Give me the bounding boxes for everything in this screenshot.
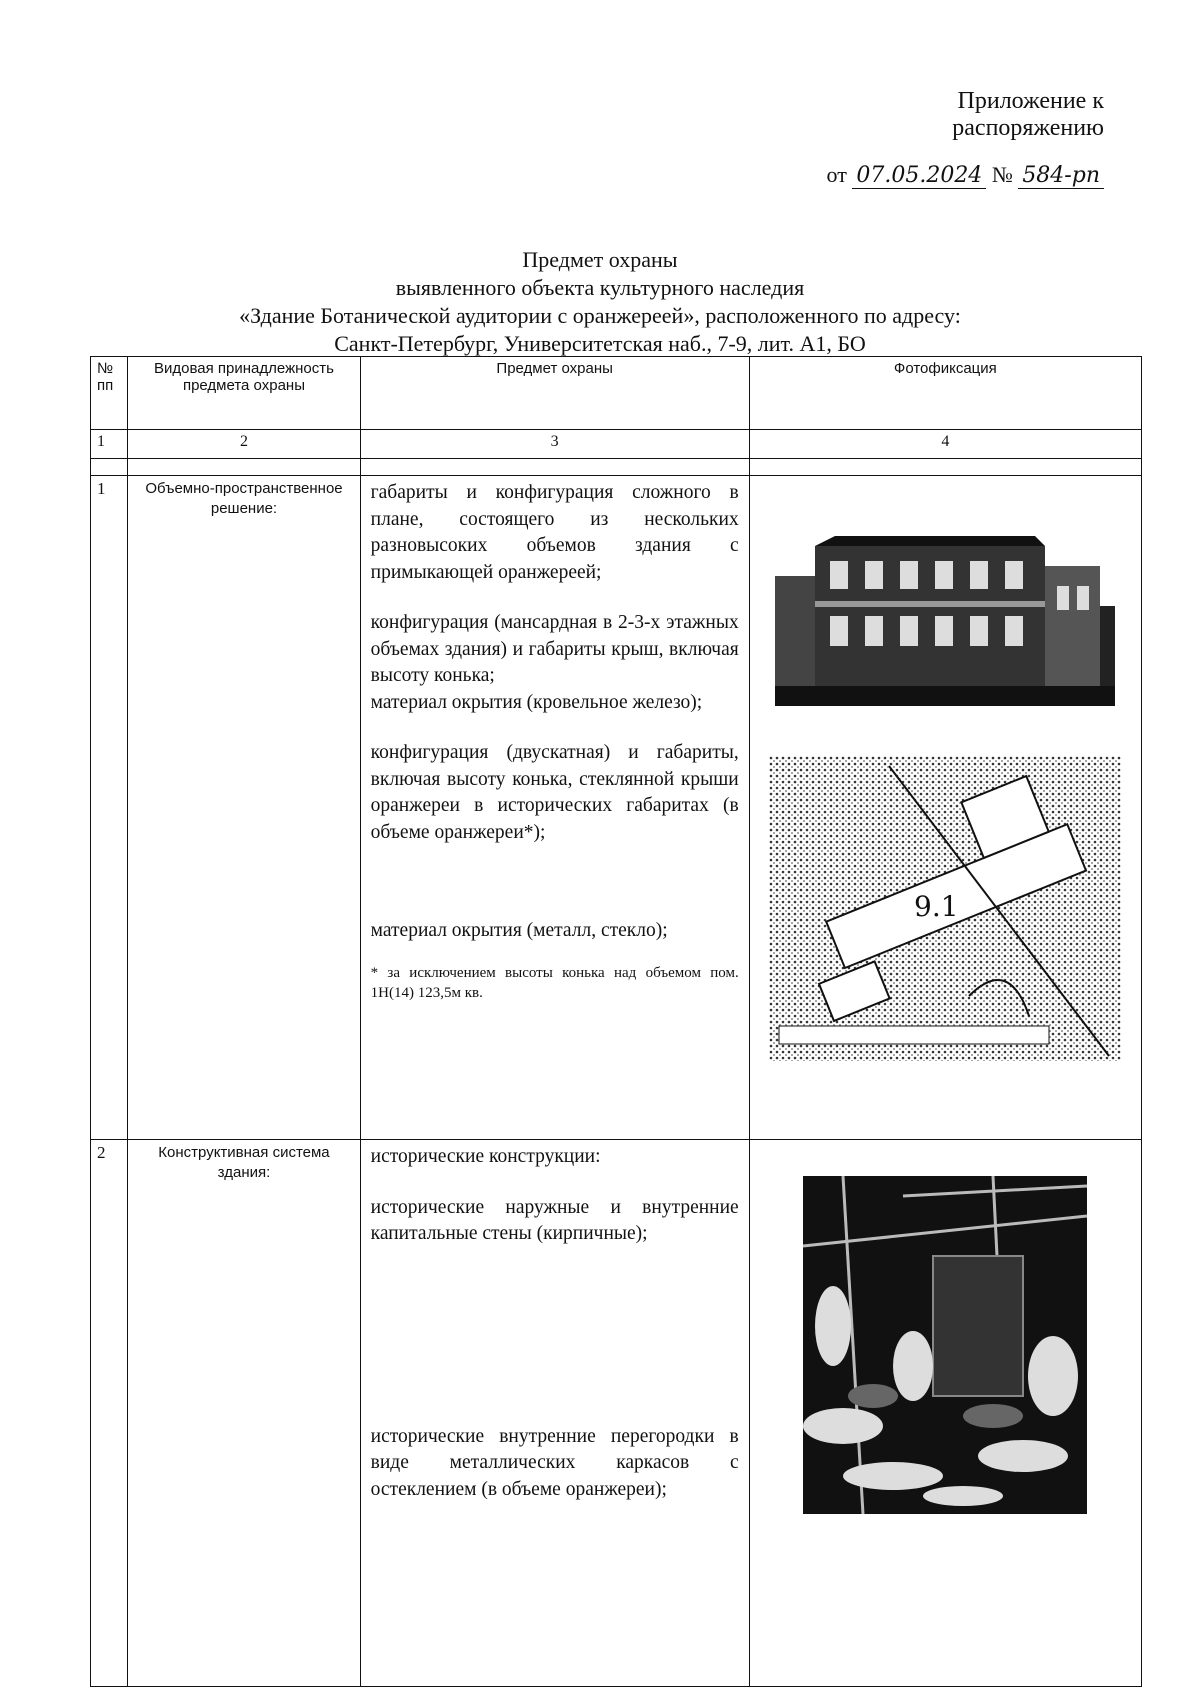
subject-footnote: * за исключением высоты конька над объемом пом. 1Н(14) 123,5м кв. — [370, 964, 739, 1001]
column-number: 1 — [91, 430, 128, 459]
handwritten-date: 07.05.2024 — [852, 163, 986, 189]
column-number: 3 — [360, 430, 749, 459]
table-header-row — [91, 357, 1142, 430]
row-subject — [360, 476, 749, 1140]
header-num: № пп — [91, 357, 128, 430]
building-photo — [775, 506, 1115, 706]
row-number: 2 — [91, 1140, 128, 1687]
column-number: 4 — [749, 430, 1141, 459]
row-photos — [749, 1140, 1141, 1687]
row-number: 1 — [91, 476, 128, 1140]
subject-item: конфигурация (двускатная) и габариты, включая высоту конька, стеклянной крыши оранжереи в исторических габаритах (в объеме оранжереи*); — [370, 742, 739, 843]
title-line-2: выявленного объекта культурного наследия — [395, 275, 805, 300]
protection-table — [90, 356, 1142, 1687]
subject-item: исторические наружные и внутренние капитальные стены (кирпичные); — [370, 1196, 739, 1244]
appendix-header — [804, 88, 1104, 188]
column-number-row — [91, 430, 1142, 459]
table-row — [91, 476, 1142, 1140]
map-label: 9.1 — [914, 890, 959, 923]
title-line-3: «Здание Ботанической аудитории с оранжереей», расположенного по адресу: — [239, 303, 961, 328]
document-title — [0, 246, 1200, 358]
header-photo: Фотофиксация — [749, 357, 1141, 430]
subject-item: исторические внутренние перегородки в виде металлических каркасов с остеклением (в объеме оранжереи); — [370, 1425, 739, 1500]
subject-item: материал окрытия (кровельное железо); — [370, 691, 703, 713]
site-plan-map — [769, 756, 1121, 1061]
row-subject — [360, 1140, 749, 1687]
row-kind: Объемно-пространственное решение: — [128, 476, 360, 1140]
header-kind: Видовая принадлежность предмета охраны — [128, 357, 360, 430]
column-number: 2 — [128, 430, 360, 459]
appendix-date-number — [804, 162, 1104, 188]
row-kind: Конструктивная система здания: — [128, 1140, 360, 1687]
greenhouse-interior-photo — [803, 1176, 1087, 1514]
header-subject: Предмет охраны — [360, 357, 749, 430]
subject-item: конфигурация (мансардная в 2-3-х этажных объемах здания) и габариты крыш, включая высоту конька; — [370, 612, 739, 686]
appendix-title: Приложение к распоряжению — [952, 88, 1104, 141]
subject-item: материал окрытия (металл, стекло); — [370, 920, 668, 941]
row-separator — [91, 459, 1142, 476]
title-line-4: Санкт-Петербург, Университетская наб., 7-9, лит. А1, БО — [334, 331, 866, 356]
subject-item: габариты и конфигурация сложного в плане, состоящего из нескольких разновысоких объемов здания с примыкающей оранжереей; — [370, 482, 739, 583]
number-prefix: № — [991, 162, 1013, 187]
title-line-1: Предмет охраны — [522, 247, 678, 272]
subject-item: исторические конструкции: — [370, 1146, 601, 1167]
row-photos — [749, 476, 1141, 1140]
handwritten-number: 584-рп — [1018, 163, 1104, 189]
table-row — [91, 1140, 1142, 1687]
date-prefix: от — [826, 162, 847, 187]
